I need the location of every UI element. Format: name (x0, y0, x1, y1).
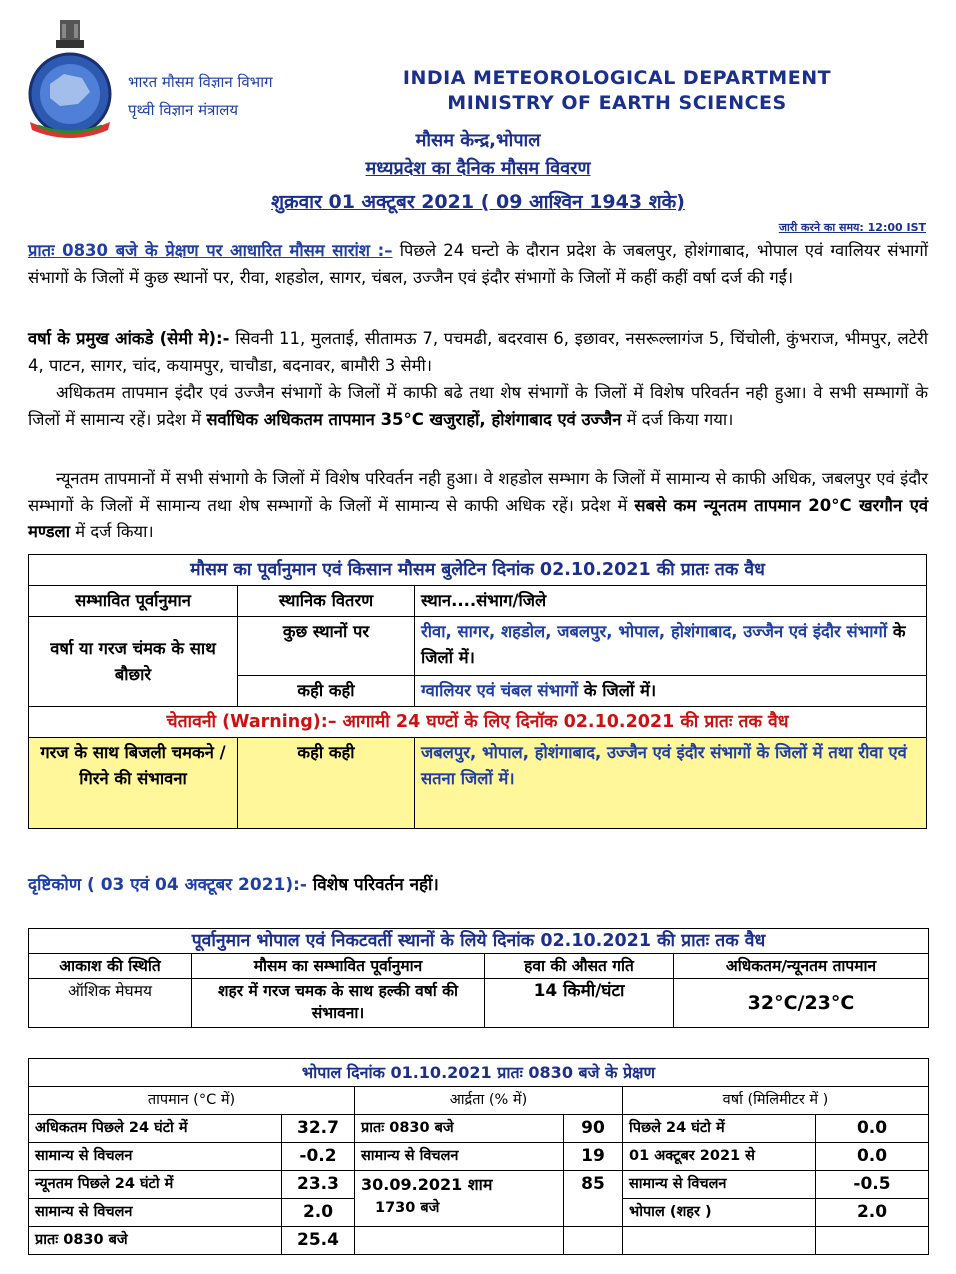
forecast-distribution-1: कुछ स्थानों पर (238, 617, 415, 676)
forecast-places-1-names: रीवा, सागर, शहडोल, जबलपुर, भोपाल, होशंगाबाद, उज्जैन एवं इंदौर संभागों (421, 622, 888, 641)
forecast-places-2 (415, 676, 927, 707)
english-department-block (372, 66, 862, 116)
empty-cell (816, 1227, 929, 1255)
hindi-ministry-name: पृथ्वी विज्ञान मंत्रालय (128, 101, 239, 119)
forecast-places-1-suffix: के जिलों में। (421, 622, 906, 667)
outlook-line (28, 872, 439, 895)
bulletin-title: मध्यप्रदेश का दैनिक मौसम विवरण (365, 158, 591, 179)
bhopal-forecast-table (28, 928, 929, 1028)
forecast-event: वर्षा या गरज चंमक के साथ बौछारे (29, 617, 238, 707)
rain-row-label: सामान्य से विचलन (623, 1171, 816, 1199)
humidity-row-label: प्रातः 0830 बजे (355, 1115, 564, 1143)
rain-row-value: 0.0 (816, 1143, 929, 1171)
temp-row-label: सामान्य से विचलन (29, 1143, 282, 1171)
warning-title: चेतावनी (Warning):– आगामी 24 घण्टों के लिए दिनॉक 02.10.2021 की प्रातः तक वैध (29, 707, 927, 738)
temp-row-value: 25.4 (282, 1227, 355, 1255)
rain-row-label: भोपाल (शहर ) (623, 1199, 816, 1227)
temp-row-label: अधिकतम पिछले 24 घंटो में (29, 1115, 282, 1143)
forecast-distribution-2: कही कही (238, 676, 415, 707)
max-temp-end: में दर्ज किया गया। (621, 409, 734, 429)
warning-places: जबलपुर, भोपाल, होशंगाबाद, उज्जैन एवं इंदौर संभागों के जिलों में तथा रीवा एवं सतना जिलों में। (415, 738, 927, 829)
empty-cell (564, 1227, 623, 1255)
humidity-row-value: 85 (564, 1171, 623, 1227)
temp-row-label: सामान्य से विचलन (29, 1199, 282, 1227)
bhopal-header-wind: हवा की औसत गति (485, 954, 674, 979)
humidity-row-label: 30.09.2021 शाम (361, 1175, 493, 1194)
max-temp-highlight: सर्वाधिक अधिकतम तापमान 35°C खजुराहों, होशंगाबाद एवं उज्जैन (206, 409, 622, 429)
bhopal-header-temp: अधिकतम/न्यूनतम तापमान (674, 954, 929, 979)
max-temp-paragraph (28, 380, 928, 433)
summary-text: पिछले 24 घन्टो के दौरान प्रदेश के जबलपुर, होशंगाबाद, भोपाल एवं ग्वालियर संभागों संभागों के जिलों में कुछ स्थानों पर, रीवा, शहडोल, सागर, चंबल, उज्जैन एवं इंदौर संभागों के जिलों में कहीं कहीं वर्षा दर्ज की गईं। (28, 241, 928, 287)
rain-row-value: 0.0 (816, 1115, 929, 1143)
humidity-row-sub: 1730 बजे (375, 1200, 440, 1216)
hindi-department-block (128, 68, 273, 124)
forecast-places-1 (415, 617, 927, 676)
humidity-row-value: 19 (564, 1143, 623, 1171)
observation-humidity-header: आर्द्रता (% में) (355, 1087, 623, 1115)
bhopal-forecast-title: पूर्वानुमान भोपाल एवं निकटवर्ती स्थानों के लिये दिनांक 02.10.2021 की प्रातः तक वैध (29, 929, 929, 954)
temp-row-value: -0.2 (282, 1143, 355, 1171)
forecast-col-places: स्थान....संभाग/जिले (415, 586, 927, 617)
humidity-row-value: 90 (564, 1115, 623, 1143)
bhopal-header-weather: मौसम का सम्भावित पूर्वानुमान (192, 954, 485, 979)
outlook-text: विशेष परिवर्तन नहीं। (306, 875, 439, 895)
observation-title: भोपाल दिनांक 01.10.2021 प्रातः 0830 बजे के प्रेक्षण (29, 1059, 929, 1087)
district-forecast-table (28, 554, 927, 829)
bhopal-header-sky: आकाश की स्थिति (29, 954, 192, 979)
warning-distribution: कही कही (238, 738, 415, 829)
rainfall-heading: वर्षा के प्रमुख आंकडे (सेमी मे):- (28, 329, 230, 348)
max-temp-text: अधिकतम तापमान इंदौर एवं उज्जैन संभागों के जिलों में काफी बढे तथा शेष संभागों के जिलों में विशेष परिवर्तन नही हुआ। वे सभी सम्भागों के जिलों में सामान्य रहें। प्रदेश में (28, 383, 928, 429)
empty-cell (623, 1227, 816, 1255)
weather-summary-paragraph (28, 238, 928, 291)
forecast-places-2-names: ग्वालियर एवं चंबल संभागों (421, 681, 579, 700)
temp-row-label: प्रातः 0830 बजे (29, 1227, 282, 1255)
bhopal-observation-table (28, 1058, 929, 1255)
rain-row-value: -0.5 (816, 1171, 929, 1199)
forecast-col-event: सम्भावित पूर्वानुमान (29, 586, 238, 617)
summary-heading: प्रातः 0830 बजे के प्रेक्षण पर आधारित मौसम सारांश :– (28, 241, 393, 260)
outlook-label: दृष्टिकोण ( 03 एवं 04 अक्टूबर 2021):- (28, 875, 307, 895)
humidity-evening-cell (355, 1171, 564, 1227)
temp-row-label: न्यूनतम पिछले 24 घंटो में (29, 1171, 282, 1199)
bulletin-date: शुक्रवार 01 अक्टूबर 2021 ( 09 आश्विन 1943 शके) (271, 191, 685, 213)
rain-row-label: पिछले 24 घंटो में (623, 1115, 816, 1143)
temp-row-value: 23.3 (282, 1171, 355, 1199)
forecast-title: मौसम का पूर्वानुमान एवं किसान मौसम बुलेटिन दिनांक 02.10.2021 की प्रातः तक वैध (29, 555, 927, 586)
humidity-row-label: सामान्य से विचलन (355, 1143, 564, 1171)
issue-time: जारी करने का समय: 12:00 IST (778, 221, 926, 234)
hindi-department-name: भारत मौसम विज्ञान विभाग (128, 73, 273, 91)
min-temp-text: न्यूनतम तापमानों में सभी संभागो के जिलों में विशेष परिवर्तन नही हुआ। वे शहडोल सम्भाग के जिलों में सामान्य से काफी अधिक, जबलपुर एवं इंदौर सम्भागों के जिलों में सामान्य तथा शेष सम्भागों के जिलों में सामान्य से काफी अधिक रहें। प्रदेश में (28, 469, 928, 515)
min-temp-end: में दर्ज किया। (70, 522, 154, 541)
bhopal-temp: 32°C/23°C (674, 979, 929, 1028)
temp-row-value: 2.0 (282, 1199, 355, 1227)
english-ministry-name: MINISTRY OF EARTH SCIENCES (447, 92, 787, 114)
min-temp-highlight: सबसे कम न्यूनतम तापमान 20°C खरगौन एवं मण्डला (28, 495, 928, 541)
empty-cell (355, 1227, 564, 1255)
warning-event: गरज के साथ बिजली चमकने / गिरने की संभावना (29, 738, 238, 829)
observation-rain-header: वर्षा (मिलिमीटर में ) (623, 1087, 929, 1115)
bhopal-wind: 14 किमी/घंटा (485, 979, 674, 1028)
temp-row-value: 32.7 (282, 1115, 355, 1143)
forecast-col-distribution: स्थानिक वितरण (238, 586, 415, 617)
weather-center-name: मौसम केन्द्र,भोपाल (415, 130, 541, 151)
bhopal-weather: शहर में गरज चमक के साथ हल्की वर्षा की संभावना। (192, 979, 485, 1028)
observation-temp-header: तापमान (°C में) (29, 1087, 355, 1115)
rainfall-text: सिवनी 11, मुलताई, सीतामऊ 7, पचमढी, बदरवास 6, इछावर, नसरूल्लागंज 5, चिंचोली, कुंभराज, भीमपुर, लटेरी 4, पाटन, सागर, चांद, कयामपुर, चाचौडा, बदनावर, बामौरी 3 सेमी। (28, 329, 929, 375)
bhopal-sky: ऑशिक मेघमय (29, 979, 192, 1028)
min-temp-paragraph (28, 466, 928, 546)
rainfall-paragraph (28, 326, 928, 379)
rain-row-value: 2.0 (816, 1199, 929, 1227)
rain-row-label: 01 अक्टूबर 2021 से (623, 1143, 816, 1171)
imd-emblem-logo (24, 18, 116, 144)
english-department-name: INDIA METEOROLOGICAL DEPARTMENT (402, 67, 832, 89)
forecast-places-2-suffix: के जिलों में। (578, 681, 657, 700)
